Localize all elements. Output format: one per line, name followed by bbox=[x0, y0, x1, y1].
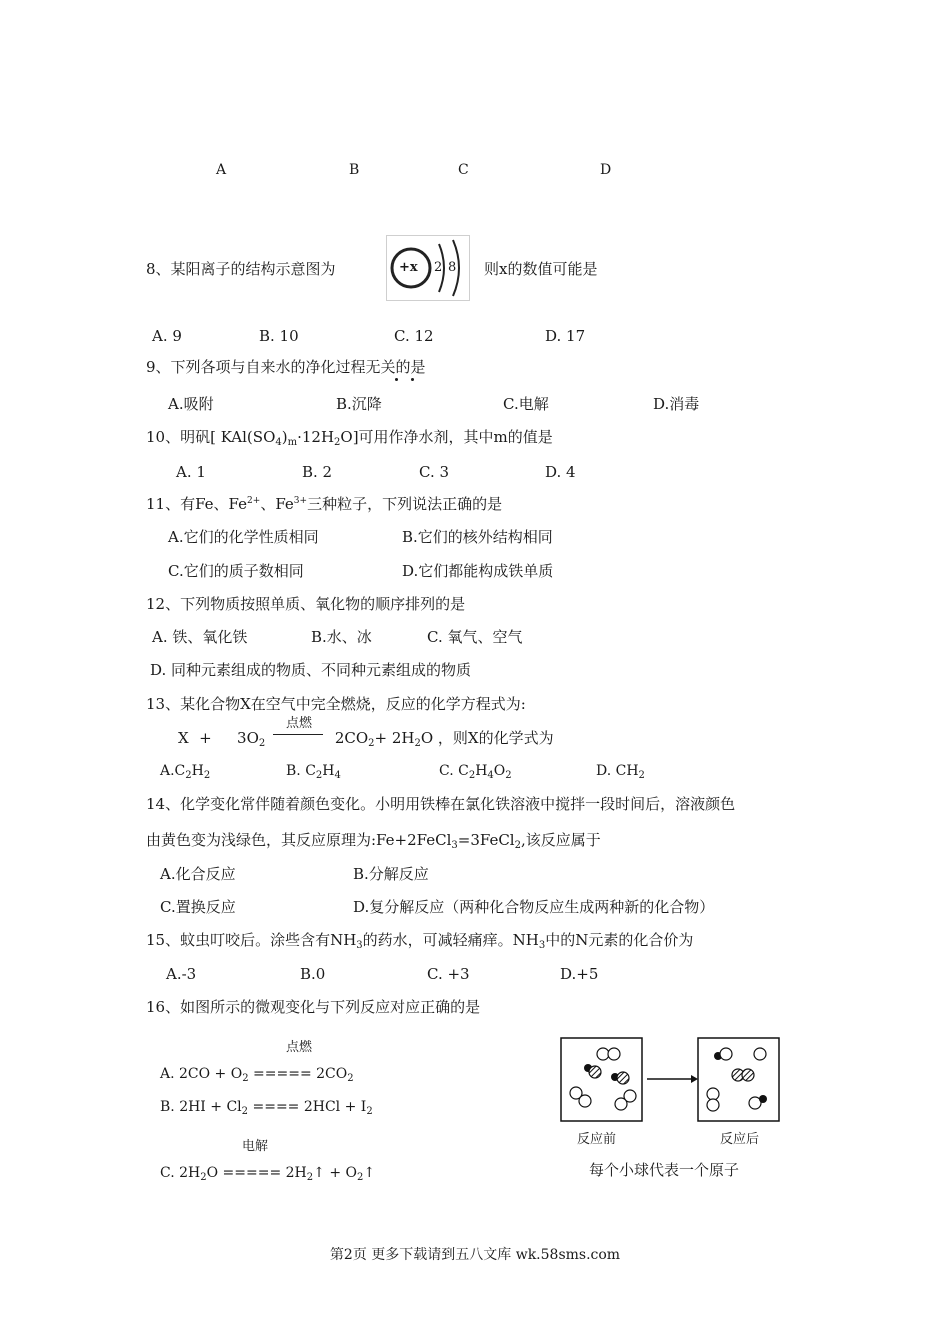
q11-stem: 11、有Fe、$Fe^{2+}$、$Fe^{3+}$三种粒子，下列说法正确的是 bbox=[146, 495, 503, 513]
q16-option-c: C. $2H_2O$ ===== $2H_2↑$ + $O_2↑$ bbox=[160, 1165, 376, 1183]
q7-label-d: D bbox=[600, 162, 612, 178]
emphasis-dot bbox=[395, 378, 398, 381]
q12-stem: 12、下列物质按照单质、氧化物的顺序排列的是 bbox=[146, 595, 466, 613]
q9-option-a: A.吸附 bbox=[168, 395, 214, 413]
ion-shell-2-count: 8 bbox=[448, 260, 457, 275]
q16-condition-c: 电解 bbox=[242, 1139, 269, 1154]
q12-option-b: B.水、冰 bbox=[311, 628, 372, 646]
q13-stem: 13、某化合物X在空气中完全燃烧，反应的化学方程式为: bbox=[146, 695, 526, 713]
q10-option-a: A. 1 bbox=[176, 463, 206, 481]
q7-label-c: C bbox=[458, 162, 469, 178]
q12-option-a: A. 铁、氧化铁 bbox=[152, 628, 248, 646]
q11-option-b: B.它们的核外结构相同 bbox=[402, 528, 553, 546]
label-before-reaction: 反应前 bbox=[577, 1132, 617, 1147]
q9-option-d: D.消毒 bbox=[653, 395, 700, 413]
q9-option-b: B.沉降 bbox=[336, 395, 382, 413]
label-after-reaction: 反应后 bbox=[720, 1132, 760, 1147]
q16-option-a: A. $2CO + O_2$ ===== $2CO_2$ bbox=[160, 1066, 354, 1084]
ion-nucleus-charge: +x bbox=[399, 260, 418, 275]
q15-option-b: B.0 bbox=[300, 965, 326, 983]
q10-option-c: C. 3 bbox=[419, 463, 450, 481]
ion-structure-diagram bbox=[386, 235, 470, 301]
q13-option-a: $A.C_2H_2$ bbox=[160, 763, 211, 781]
q15-stem: 15、蚊虫叮咬后。涂些含有$NH_3$的药水，可减轻痛痒。$NH_3$中的N元素的化合价为 bbox=[146, 931, 694, 951]
reaction-micro-diagram bbox=[555, 1033, 785, 1128]
q14-stem-line1: 14、化学变化常伴随着颜色变化。小明用铁棒在氯化铁溶液中搅拌一段时间后，溶液颜色 bbox=[146, 795, 736, 813]
q14-option-b: B.分解反应 bbox=[353, 865, 429, 883]
q8-option-d: D. 17 bbox=[545, 327, 586, 345]
q13-option-d: D. $CH_2$ bbox=[596, 763, 645, 781]
q11-option-c: C.它们的质子数相同 bbox=[168, 562, 304, 580]
q11-option-a: A.它们的化学性质相同 bbox=[168, 528, 319, 546]
diagram-caption: 每个小球代表一个原子 bbox=[589, 1161, 740, 1179]
q16-condition-a: 点燃 bbox=[286, 1040, 313, 1055]
q12-option-c: C. 氧气、空气 bbox=[427, 628, 523, 646]
q12-option-d: D. 同种元素组成的物质、不同种元素组成的物质 bbox=[150, 661, 472, 679]
q13-equation: $X + 3O_2$ $2CO_2+ 2H_2O$ ，则X的化学式为 bbox=[178, 729, 554, 749]
q15-option-c: C. +3 bbox=[427, 965, 470, 983]
q16-stem: 16、如图所示的微观变化与下列反应对应正确的是 bbox=[146, 998, 481, 1016]
q8-option-c: C. 12 bbox=[394, 327, 434, 345]
q13-option-c: C. $C_2H_4O_2$ bbox=[439, 763, 512, 781]
q14-stem-line2: 由黄色变为浅绿色，其反应原理为:Fe+2FeCl$_3$=3FeCl$_2$,该反应属于 bbox=[146, 831, 601, 851]
q14-option-c: C.置换反应 bbox=[160, 898, 236, 916]
q16-option-b: B. $2HI + Cl_2$ ==== $2HCl + I_2$ bbox=[160, 1099, 373, 1117]
q9-option-c: C.电解 bbox=[503, 395, 549, 413]
q10-option-b: B. 2 bbox=[302, 463, 333, 481]
q8-option-a: A. 9 bbox=[152, 327, 182, 345]
q14-option-a: A.化合反应 bbox=[160, 865, 236, 883]
q10-stem: 10、明矾[ $KAl(SO_4)_m\cdot 12H_2O$]可用作净水剂，其中m的值是 bbox=[146, 428, 553, 448]
ion-shell-1-count: 2 bbox=[434, 260, 443, 275]
q10-option-d: D. 4 bbox=[545, 463, 576, 481]
q7-label-b: B bbox=[349, 162, 360, 178]
q14-option-d: D.复分解反应（两种化合物反应生成两种新的化合物） bbox=[353, 898, 715, 916]
q11-option-d: D.它们都能构成铁单质 bbox=[402, 562, 554, 580]
q15-option-a: A.-3 bbox=[166, 965, 197, 983]
q13-option-b: B. $C_2H_4$ bbox=[286, 763, 341, 781]
q8-stem-tail: 则x的数值可能是 bbox=[484, 260, 598, 278]
q15-option-d: D.+5 bbox=[560, 965, 599, 983]
q9-stem: 9、下列各项与自来水的净化过程无关的是 bbox=[146, 358, 426, 376]
q13-condition: 点燃 bbox=[286, 716, 313, 731]
emphasis-dot bbox=[411, 378, 414, 381]
q7-label-a: A bbox=[216, 162, 227, 178]
q8-stem: 8、某阳离子的结构示意图为 bbox=[146, 260, 336, 278]
page-footer: 第2页 更多下载请到五八文库 wk.58sms.com bbox=[329, 1247, 621, 1263]
q8-option-b: B. 10 bbox=[259, 327, 299, 345]
